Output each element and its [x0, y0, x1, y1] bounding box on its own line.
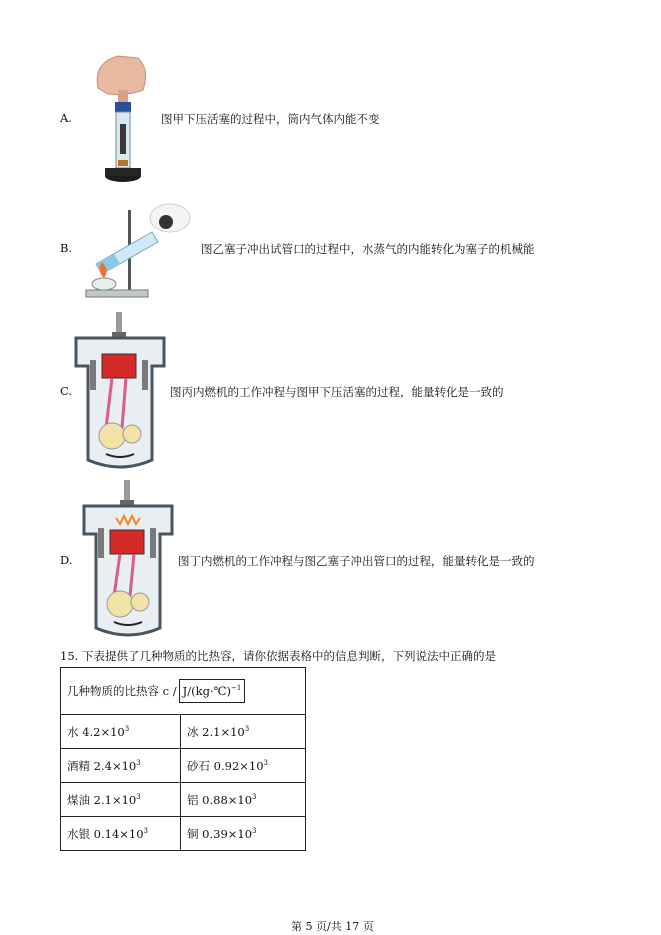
substance-value: 2.1×10 [93, 792, 137, 807]
substance-name: 煤油 [67, 792, 90, 807]
substance-exp: 3 [263, 758, 268, 767]
page-footer: 第 5 页/共 17 页 [291, 920, 374, 933]
engine-figure-c [72, 310, 168, 470]
header-unit: J/(kg·℃) [182, 684, 231, 698]
table-cell [61, 749, 181, 783]
option-b-letter: B. [60, 241, 73, 255]
option-b-text: 图乙塞子冲出试管口的过程中，水蒸气的内能转化为塞子的机械能 [201, 242, 535, 256]
table-cell [181, 817, 306, 851]
option-c-text: 图丙内燃机的工作冲程与图甲下压活塞的过程，能量转化是一致的 [170, 385, 504, 399]
substance-value: 0.92×10 [213, 758, 264, 773]
substance-name: 水银 [67, 826, 90, 841]
option-a-letter: A. [60, 111, 72, 125]
substance-name: 铜 [187, 826, 199, 841]
table-row [61, 749, 306, 783]
option-d-text: 图丁内燃机的工作冲程与图乙塞子冲出管口的过程，能量转化是一致的 [178, 554, 535, 568]
test-tube-figure [82, 200, 197, 302]
header-unit-exp: −1 [230, 684, 242, 692]
substance-name: 酒精 [67, 758, 90, 773]
table-cell [61, 783, 181, 817]
table-row [61, 715, 306, 749]
substance-exp: 3 [124, 724, 130, 733]
substance-value: 4.2×10 [82, 724, 125, 739]
option-a-text: 图甲下压活塞的过程中，筒内气体内能不变 [161, 112, 380, 126]
substance-exp: 3 [244, 724, 250, 733]
table-cell [181, 715, 306, 749]
substance-value: 2.4×10 [93, 758, 137, 773]
substance-value: 0.39×10 [202, 826, 253, 841]
substance-exp: 3 [136, 792, 141, 801]
substance-name: 铝 [187, 792, 199, 807]
option-d-letter: D. [60, 553, 73, 567]
substance-name: 砂石 [187, 758, 210, 773]
option-c-letter: C. [60, 384, 73, 398]
table-cell [181, 749, 306, 783]
substance-value: 0.88×10 [202, 792, 253, 807]
table-row [61, 817, 306, 851]
substance-exp: 3 [252, 792, 257, 801]
table-cell [61, 817, 181, 851]
table-row [61, 783, 306, 817]
table-cell [181, 783, 306, 817]
substance-name: 水 [67, 724, 79, 739]
substance-exp: 3 [252, 826, 257, 835]
specific-heat-table [60, 667, 306, 851]
table-header-row [61, 668, 306, 715]
table-header-cell [61, 668, 306, 715]
substance-value: 2.1×10 [202, 724, 245, 739]
engine-figure-d [80, 478, 176, 638]
substance-exp: 3 [136, 758, 141, 767]
header-unit-bracket [179, 679, 246, 703]
substance-value: 0.14×10 [93, 826, 144, 841]
header-label: 几种物质的比热容 c / [67, 684, 177, 698]
air-pump-figure [88, 48, 158, 188]
substance-exp: 3 [143, 826, 148, 835]
question-15-text: 15. 下表提供了几种物质的比热容，请你依据表格中的信息判断，下列说法中正确的是 [60, 649, 496, 663]
table-cell [61, 715, 181, 749]
substance-name: 冰 [187, 724, 199, 739]
